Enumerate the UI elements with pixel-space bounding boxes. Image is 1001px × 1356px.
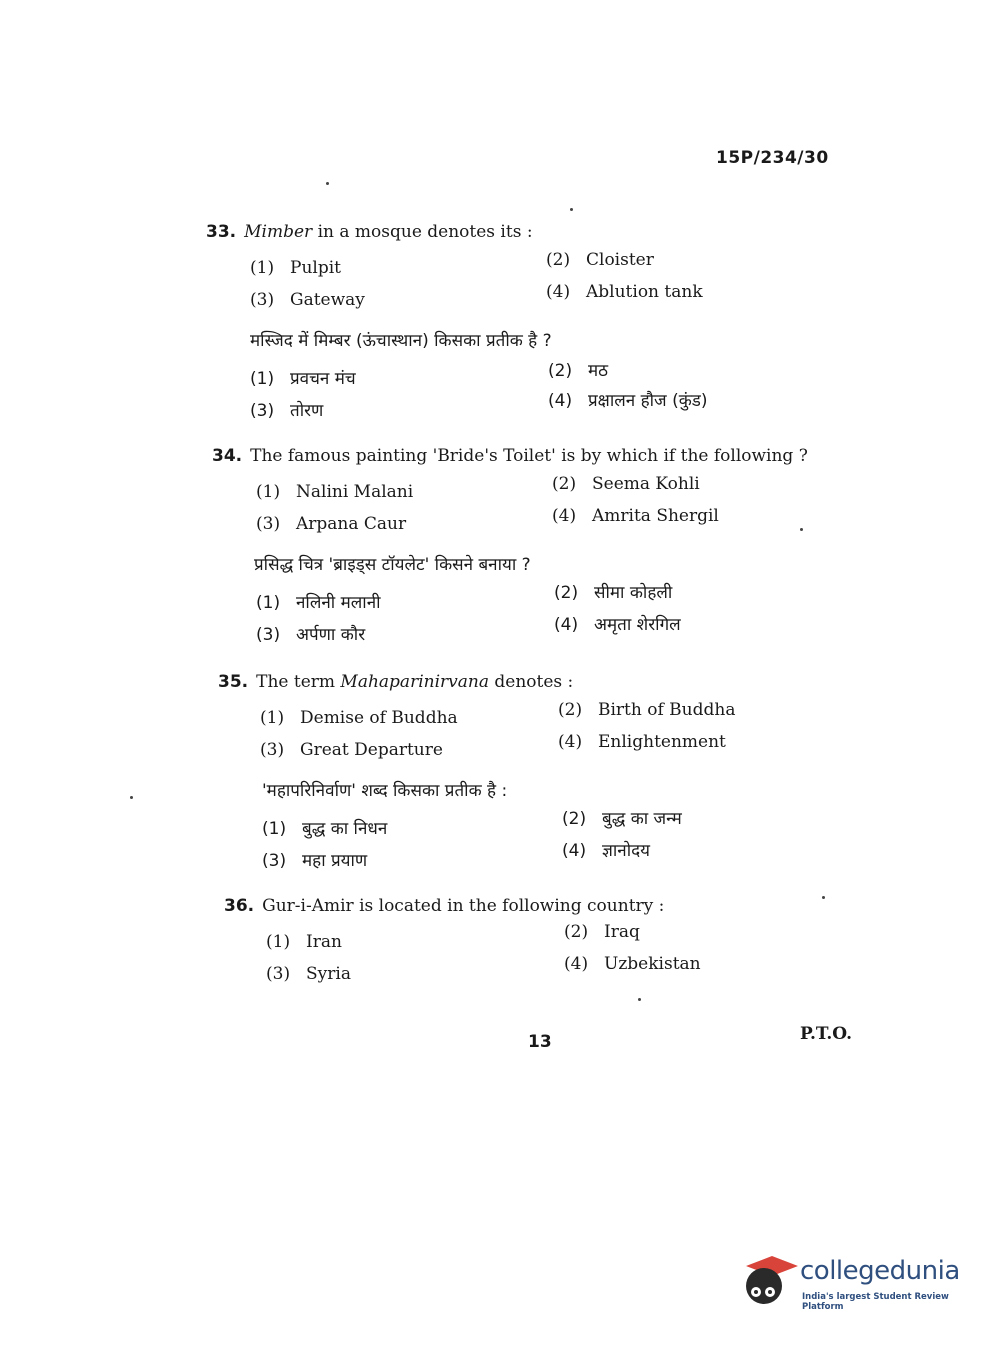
option-text: Demise of Buddha [300, 708, 458, 728]
scan-speck [570, 208, 573, 211]
option-text: मठ [588, 361, 609, 381]
option-text: Ablution tank [586, 282, 703, 302]
option-text: Uzbekistan [604, 954, 701, 974]
logo-name: collegedunia [800, 1256, 960, 1286]
option-text: नलिनी मलानी [296, 593, 381, 613]
option-number: (2) [546, 250, 571, 270]
question-number: 36. [224, 896, 255, 916]
option-1 [256, 482, 413, 502]
option-3 [260, 740, 443, 760]
option-text: महा प्रयाण [302, 851, 368, 871]
option-text: प्रक्षालन हौज (कुंड) [588, 391, 708, 411]
question-number: 35. [218, 672, 249, 692]
option-text: प्रवचन मंच [290, 369, 356, 389]
option-text: अर्पणा कौर [296, 625, 366, 645]
question-number: 34. [212, 446, 243, 466]
stem-text: The famous painting 'Bride's Toilet' is by which if the following ? [250, 446, 808, 466]
stem-text: Gur-i-Amir is located in the following country : [262, 896, 665, 916]
option-4 [552, 506, 719, 526]
option-number: (1) [262, 819, 287, 839]
option-number: (4) [548, 391, 573, 411]
option-2 [564, 922, 640, 942]
stem-text: denotes : [488, 672, 574, 692]
option-text: बुद्ध का निधन [302, 819, 388, 839]
option-text: Iraq [604, 922, 640, 942]
option-3 [256, 514, 406, 534]
option-1 [266, 932, 342, 952]
question-number: 33. [206, 222, 237, 242]
option-text: सीमा कोहली [594, 583, 673, 603]
option-1 [250, 258, 341, 278]
pto-label: P.T.O. [800, 1024, 852, 1044]
option-text: Enlightenment [598, 732, 726, 752]
question-stem-hi: मस्जिद में मिम्बर (ऊंचास्थान) किसका प्रतीक है ? [250, 331, 552, 351]
option-4-hi [548, 388, 708, 411]
question-stem-hi: 'महापरिनिर्वाण' शब्द किसका प्रतीक है : [262, 781, 508, 801]
option-number: (4) [552, 506, 577, 526]
option-number: (4) [554, 615, 579, 635]
option-number: (1) [266, 932, 291, 952]
option-number: (3) [256, 625, 281, 645]
option-number: (4) [546, 282, 571, 302]
page-number: 13 [528, 1032, 552, 1052]
option-text: अमृता शेरगिल [594, 615, 681, 635]
option-3-hi [262, 848, 367, 871]
option-text: Birth of Buddha [598, 700, 736, 720]
option-4-hi [562, 838, 650, 861]
stem-term: Mahaparinirvana [340, 672, 489, 692]
option-text: Syria [306, 964, 351, 984]
option-text: Seema Kohli [592, 474, 700, 494]
stem-text: in a mosque denotes its : [312, 222, 533, 242]
option-1 [260, 708, 458, 728]
option-3 [266, 964, 351, 984]
option-text: Cloister [586, 250, 654, 270]
option-1-hi [250, 366, 356, 389]
option-text: Iran [306, 932, 342, 952]
option-3-hi [256, 622, 365, 645]
question-stem-en [218, 672, 573, 692]
option-1-hi [256, 590, 381, 613]
option-number: (4) [564, 954, 589, 974]
option-text: Amrita Shergil [592, 506, 719, 526]
option-number: (3) [250, 290, 275, 310]
option-2 [552, 474, 700, 494]
collegedunia-logo [742, 1252, 982, 1312]
option-number: (2) [558, 700, 583, 720]
question-stem-hi: प्रसिद्ध चित्र 'ब्राइड्स टॉयलेट' किसने बनाया ? [254, 555, 531, 575]
option-number: (4) [558, 732, 583, 752]
mascot-icon [742, 1252, 800, 1312]
option-number: (1) [256, 482, 281, 502]
option-number: (3) [262, 851, 287, 871]
stem-term: Mimber [244, 222, 313, 242]
option-3 [250, 290, 365, 310]
scan-speck [130, 796, 133, 799]
option-text: Great Departure [300, 740, 443, 760]
option-text: तोरण [290, 401, 324, 421]
option-text: Arpana Caur [296, 514, 407, 534]
option-2-hi [554, 580, 672, 603]
option-number: (2) [564, 922, 589, 942]
question-stem-en [206, 222, 533, 242]
option-number: (3) [250, 401, 275, 421]
option-1-hi [262, 816, 387, 839]
option-2-hi [548, 358, 608, 381]
scan-speck [326, 182, 329, 185]
option-number: (3) [256, 514, 281, 534]
option-text: Nalini Malani [296, 482, 414, 502]
option-number: (1) [250, 369, 275, 389]
option-4 [546, 282, 703, 302]
option-text: Gateway [290, 290, 365, 310]
stem-text: The term [256, 672, 341, 692]
option-number: (2) [548, 361, 573, 381]
option-number: (4) [562, 841, 587, 861]
option-number: (1) [256, 593, 281, 613]
scan-speck [800, 528, 803, 531]
option-4 [558, 732, 726, 752]
option-4-hi [554, 612, 681, 635]
option-number: (3) [260, 740, 285, 760]
option-number: (2) [552, 474, 577, 494]
option-number: (1) [250, 258, 275, 278]
option-number: (2) [562, 809, 587, 829]
scan-speck [638, 998, 641, 1001]
option-4 [564, 954, 701, 974]
option-2-hi [562, 806, 682, 829]
option-text: Pulpit [290, 258, 341, 278]
option-3-hi [250, 398, 323, 421]
scan-speck [822, 896, 825, 899]
option-2 [558, 700, 735, 720]
option-number: (1) [260, 708, 285, 728]
paper-code: 15P/234/30 [716, 148, 829, 168]
option-2 [546, 250, 654, 270]
option-text: ज्ञानोदय [602, 841, 651, 861]
question-stem-en [224, 896, 664, 916]
option-number: (3) [266, 964, 291, 984]
question-stem-en [212, 446, 808, 466]
logo-tagline: India's largest Student Review Platform [802, 1292, 949, 1312]
option-number: (2) [554, 583, 579, 603]
option-text: बुद्ध का जन्म [602, 809, 682, 829]
